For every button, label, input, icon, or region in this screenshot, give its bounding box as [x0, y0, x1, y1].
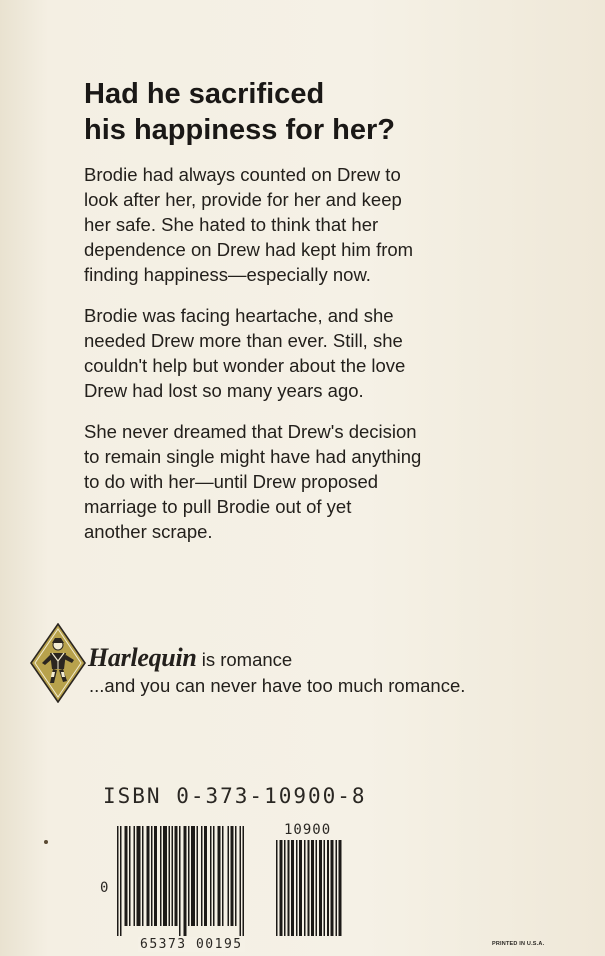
barcode-bar [151, 826, 153, 926]
barcode-bar [154, 826, 157, 926]
barcode-bar [311, 840, 314, 936]
blurb-line: her safe. She hated to think that her [84, 214, 379, 235]
blurb-paragraph-3 [84, 419, 504, 544]
barcode-bar [142, 826, 144, 926]
blurb-line: to do with her—until Drew proposed [84, 471, 379, 492]
barcode-bar [169, 826, 171, 926]
barcode-bar [134, 826, 136, 926]
barcode-bar [280, 840, 283, 936]
barcode-bar [339, 840, 342, 936]
blurb-line: Brodie had always counted on Drew to [84, 164, 401, 185]
barcode-bar [147, 826, 150, 926]
blurb-line: dependence on Drew had kept him from [84, 239, 414, 260]
blurb-paragraph-1 [84, 162, 504, 287]
blurb-line: finding happiness—especially now. [84, 264, 371, 285]
tagline-is-romance: is romance [196, 649, 293, 670]
headline-line-2: his happiness for her? [84, 114, 395, 146]
barcode-bar [120, 826, 122, 936]
blurb-line: Brodie was facing heartache, and she [84, 305, 394, 326]
barcode-bar [188, 826, 190, 926]
barcode-bar [213, 826, 215, 926]
harlequin-diamond-logo-icon [30, 623, 86, 703]
barcode-bar [172, 826, 174, 926]
barcode-bar [243, 826, 245, 936]
addon-barcode [276, 840, 350, 936]
barcode-bar [197, 826, 199, 926]
print-speck [44, 840, 48, 844]
brand-name: Harlequin [88, 643, 197, 672]
barcode-bar [327, 840, 329, 936]
blurb-line: couldn't help but wonder about the love [84, 355, 406, 376]
barcode-bar [235, 826, 237, 926]
barcode-bar [137, 826, 141, 926]
isbn-number: ISBN 0-373-10900-8 [103, 784, 367, 808]
barcode-bar [299, 840, 302, 936]
barcode-lead-digit: 0 [100, 880, 109, 896]
headline-line-1: Had he sacrificed [84, 78, 325, 110]
blurb-line: another scrape. [84, 521, 213, 542]
barcode-bar [319, 840, 322, 936]
printed-in-usa: PRINTED IN U.S.A. [492, 941, 545, 947]
tagline-too-much-romance: ...and you can never have too much romance. [89, 675, 466, 696]
barcode-bar [308, 840, 310, 936]
barcode-bar [291, 840, 294, 936]
blurb [84, 162, 504, 560]
barcode-bar [324, 840, 326, 936]
barcode-bar [222, 826, 224, 926]
barcode-bar [160, 826, 162, 926]
barcode-bar [288, 840, 290, 936]
barcode-bar [175, 826, 178, 926]
barcode-bar [201, 826, 203, 926]
barcode-bar [191, 826, 195, 926]
barcode-bar [210, 826, 212, 926]
barcode-bar [117, 826, 119, 936]
barcode-bar [284, 840, 286, 936]
barcode-bar [179, 826, 181, 936]
barcode-bar [276, 840, 278, 936]
barcode-bar [163, 826, 167, 926]
blurb-line: needed Drew more than ever. Still, she [84, 330, 403, 351]
blurb-line: marriage to pull Brodie out of yet [84, 496, 352, 517]
blurb-line: She never dreamed that Drew's decision [84, 421, 417, 442]
blurb-line: look after her, provide for her and keep [84, 189, 402, 210]
barcode-bar [304, 840, 306, 936]
barcode-bar [218, 826, 221, 926]
barcode-bar [129, 826, 131, 926]
upc-barcode [117, 826, 267, 936]
blurb-paragraph-2 [84, 303, 504, 403]
barcode-bar [231, 826, 234, 926]
barcode-addon-number: 10900 [284, 822, 332, 838]
barcode-bar [125, 826, 128, 926]
blurb-line: Drew had lost so many years ago. [84, 380, 364, 401]
barcode-bar [240, 826, 242, 936]
barcode-bar [296, 840, 298, 936]
headline [84, 76, 564, 148]
barcode-bar [316, 840, 318, 936]
barcode-bar [184, 826, 187, 936]
tagline [88, 645, 568, 699]
barcode-bar [331, 840, 334, 936]
barcode-bar [204, 826, 207, 926]
blurb-line: to remain single might have had anything [84, 446, 422, 467]
barcode-digits: 65373 00195 [140, 937, 243, 952]
barcode-bar [336, 840, 338, 936]
barcode-bar [228, 826, 230, 926]
